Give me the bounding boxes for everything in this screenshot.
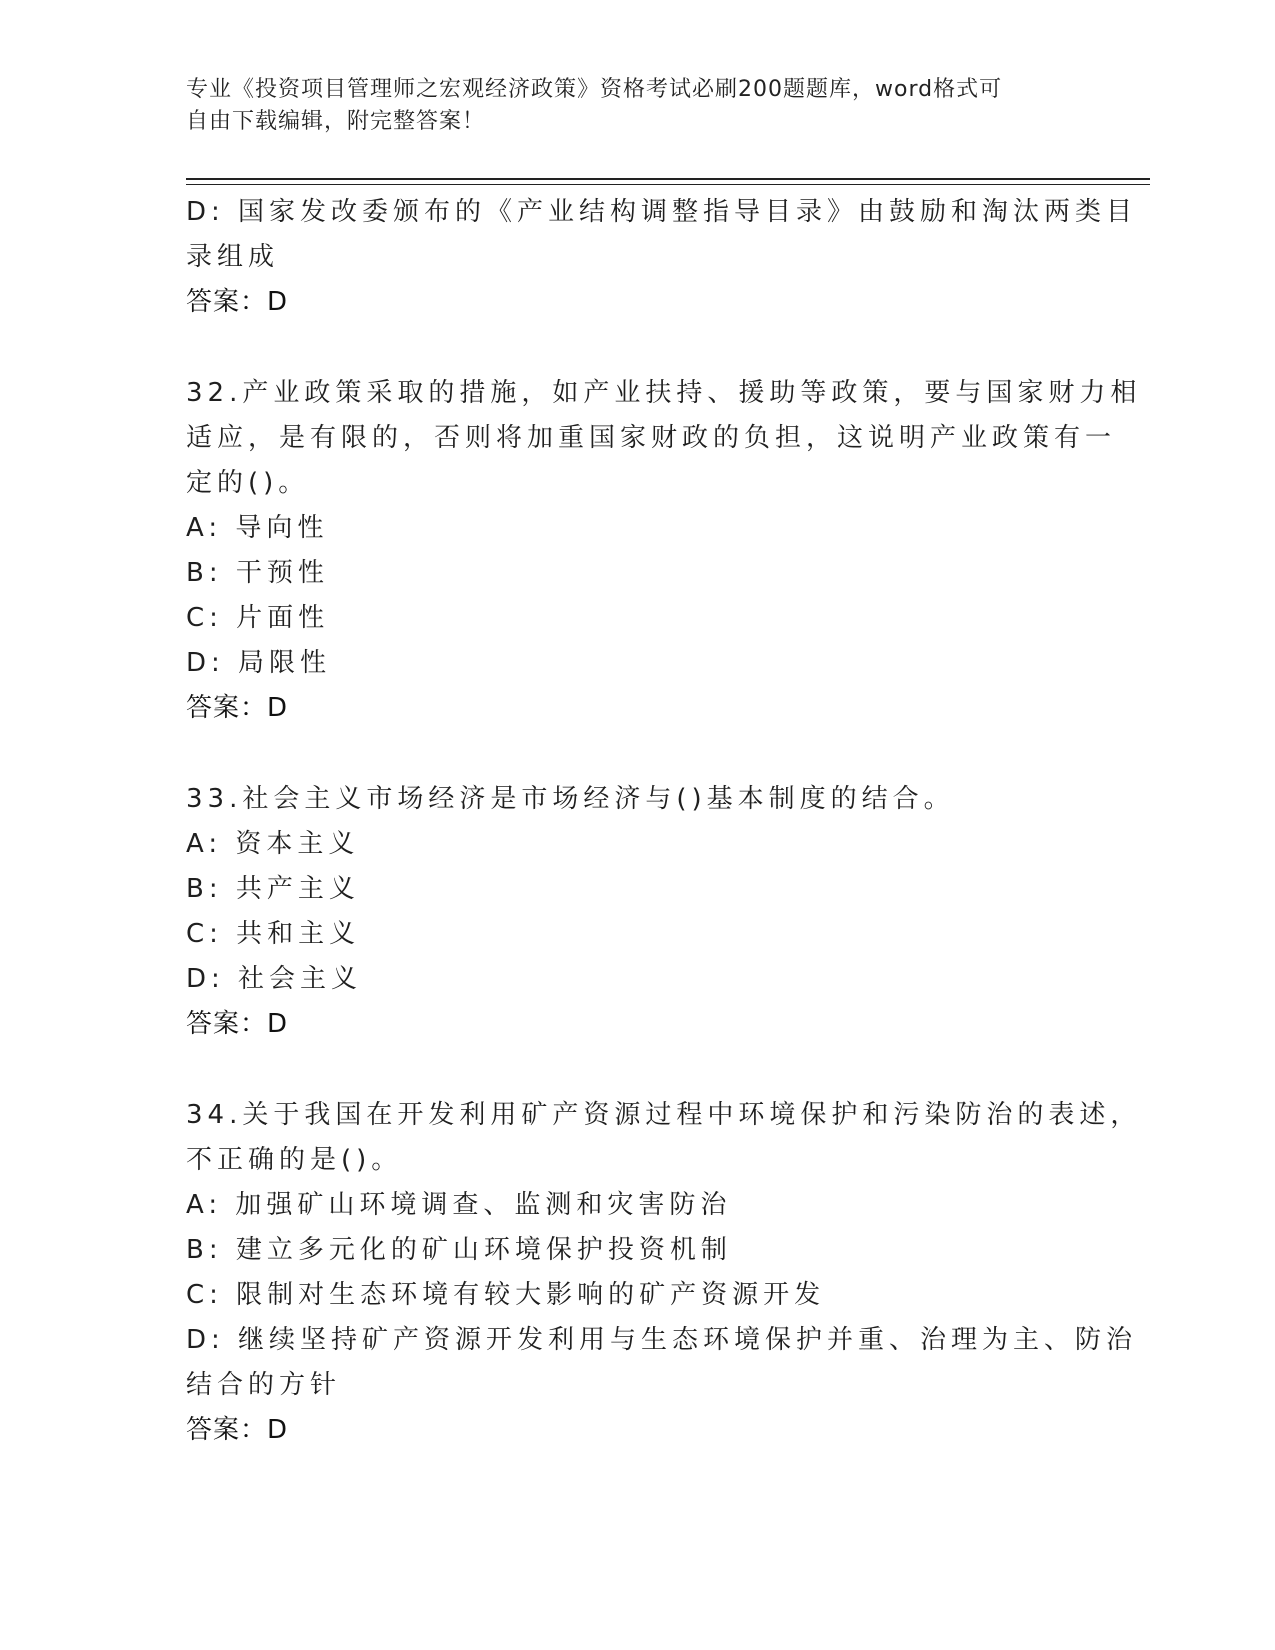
- question-stem: 32.产业政策采取的措施，如产业扶持、援助等政策，要与国家财力相: [186, 378, 1142, 408]
- option-a: A: 导向性: [186, 513, 329, 543]
- answer: 答案：D: [186, 287, 289, 317]
- option-d: D: 局限性: [186, 648, 332, 678]
- header-divider-thin: [186, 184, 1150, 185]
- question-33: [186, 777, 1086, 1047]
- answer: 答案：D: [186, 1009, 289, 1039]
- option-c: C: 共和主义: [186, 919, 361, 949]
- option-a: A: 加强矿山环境调查、监测和灾害防治: [186, 1190, 732, 1220]
- option-b: B: 建立多元化的矿山环境保护投资机制: [186, 1235, 732, 1265]
- option-a: A: 资本主义: [186, 829, 360, 859]
- question-stem: 33.社会主义市场经济是市场经济与()基本制度的结合。: [186, 784, 955, 814]
- header-divider-thick: [186, 178, 1150, 180]
- option-d: D: 国家发改委颁布的《产业结构调整指导目录》由鼓励和淘汰两类目: [186, 197, 1138, 227]
- option-d-continuation: 录组成: [186, 242, 280, 272]
- option-b: B: 共产主义: [186, 874, 360, 904]
- header-line-2: 自由下载编辑，附完整答案！: [186, 109, 486, 134]
- answer: 答案：D: [186, 1415, 289, 1445]
- question-stem: 定的()。: [186, 468, 310, 498]
- option-c: C: 片面性: [186, 603, 330, 633]
- option-d: D: 继续坚持矿产资源开发利用与生态环境保护并重、治理为主、防治: [186, 1325, 1138, 1355]
- option-d: D: 社会主义: [186, 964, 363, 994]
- answer: 答案：D: [186, 693, 289, 723]
- question-stem: 34.关于我国在开发利用矿产资源过程中环境保护和污染防治的表述，: [186, 1100, 1142, 1130]
- document-header: [186, 74, 1086, 138]
- header-line-1: 专业《投资项目管理师之宏观经济政策》资格考试必刷200题题库，word格式可: [186, 77, 1003, 102]
- option-d-continuation: 结合的方针: [186, 1370, 342, 1400]
- question-stem: 不正确的是()。: [186, 1145, 403, 1175]
- question-34: [186, 1093, 1142, 1453]
- option-b: B: 干预性: [186, 558, 329, 588]
- option-c: C: 限制对生态环境有较大影响的矿产资源开发: [186, 1280, 826, 1310]
- question-stem: 适应，是有限的，否则将加重国家财政的负担，这说明产业政策有一: [186, 423, 1117, 453]
- question-content: [186, 190, 1142, 1453]
- question-32: [186, 371, 1142, 731]
- question-31-continued: [186, 190, 1138, 325]
